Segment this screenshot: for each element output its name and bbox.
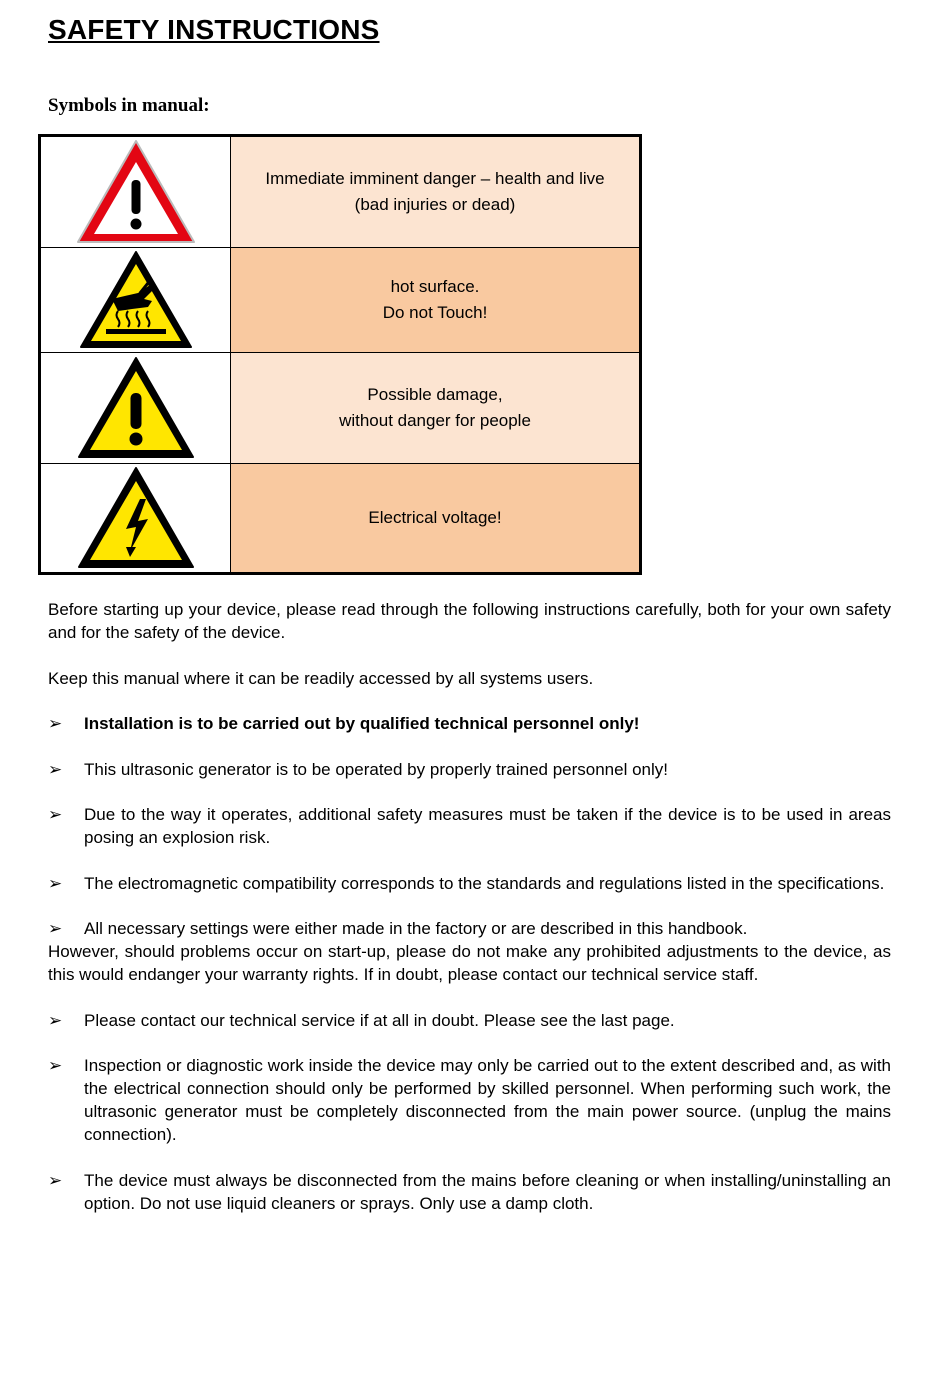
arrow-bullet-icon: ➢	[48, 1170, 63, 1190]
danger-exclamation-icon	[75, 138, 197, 246]
settings-note: However, should problems occur on start-up, please do not make any prohibited adjustments to the device, as this would endanger your warranty rights. If in doubt, please contact our technical service staff.	[48, 942, 891, 984]
arrow-bullet-icon: ➢	[48, 1010, 63, 1030]
caution-exclamation-icon	[76, 355, 196, 461]
arrow-bullet-icon: ➢	[48, 919, 63, 938]
symbol-description: without danger for people	[339, 411, 531, 431]
symbol-description: Do not Touch!	[382, 303, 488, 323]
list-item: ➢ This ultrasonic generator is to be operated by properly trained personnel only!	[48, 759, 669, 779]
symbol-row-caution	[40, 353, 641, 463]
intro-paragraph: Before starting up your device, please read through the following instructions carefully, both for your own safety and for the safety of the device.	[48, 600, 891, 642]
symbol-description: Immediate imminent danger – health and live	[265, 169, 605, 189]
arrow-bullet-icon: ➢	[48, 805, 63, 824]
arrow-bullet-icon: ➢	[48, 1056, 63, 1075]
electrical-voltage-icon	[76, 465, 196, 571]
intro-paragraph: Keep this manual where it can be readily accessed by all systems users.	[48, 668, 594, 688]
symbol-description: hot surface.	[390, 277, 480, 297]
arrow-bullet-icon: ➢	[48, 873, 63, 893]
symbol-description: Electrical voltage!	[368, 507, 502, 527]
symbol-description: (bad injuries or dead)	[354, 195, 516, 215]
symbol-row-danger	[40, 136, 641, 248]
list-item: ➢ Please contact our technical service if at all in doubt. Please see the last page.	[48, 1010, 675, 1030]
list-item: ➢ All necessary settings were either made in the factory or are described in this handbook.	[48, 919, 748, 938]
symbol-description: Possible damage,	[367, 385, 503, 405]
list-item: ➢ The electromagnetic compatibility corresponds to the standards and regulations listed in the specifications.	[48, 873, 885, 893]
symbols-subtitle: Symbols in manual:	[48, 95, 210, 116]
list-item: ➢ Inspection or diagnostic work inside the device may only be carried out to the extent described and, as with the electrical connection should only be performed by skilled personnel. When performing such work, the ultrasonic generator must be completely disconnected from the main power source. (unplug the mains connection).	[48, 1056, 891, 1144]
arrow-bullet-icon: ➢	[48, 759, 63, 779]
arrow-bullet-icon: ➢	[48, 714, 63, 733]
list-item: ➢ Due to the way it operates, additional safety measures must be taken if the device is to be used in areas posing an explosion risk.	[48, 805, 891, 847]
symbols-table	[38, 134, 642, 575]
symbol-row-electrical	[40, 463, 641, 573]
instructions-body	[48, 598, 891, 1215]
symbol-row-hot-surface	[40, 248, 641, 353]
list-item: ➢ The device must always be disconnected from the mains before cleaning or when installing/uninstalling an option. Do not use liquid cleaners or sprays. Only use a damp cloth.	[48, 1170, 891, 1213]
list-item: ➢ Installation is to be carried out by qualified technical personnel only!	[48, 714, 640, 733]
hot-surface-icon	[78, 249, 194, 351]
page-title: SAFETY INSTRUCTIONS	[48, 14, 380, 45]
